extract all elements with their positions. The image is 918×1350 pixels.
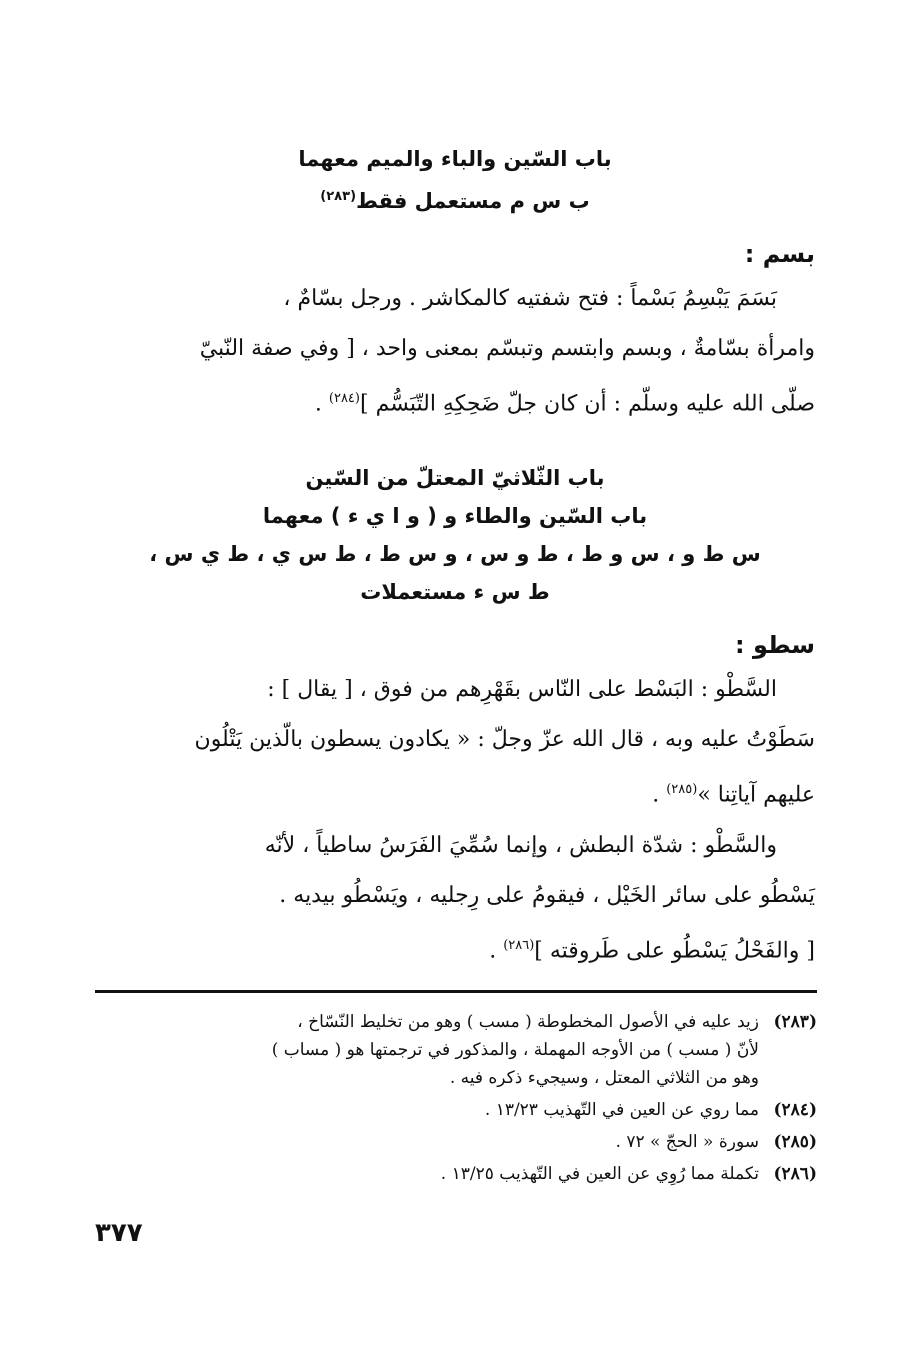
footnote-text — [95, 1008, 759, 1092]
footnote-line: تكملة مما رُوِي عن العين في التّهذيب ١٣/٢٥ . — [440, 1164, 759, 1184]
footnote-line: زيد عليه في الأصول المخطوطة ( مسب ) وهو من تخليط النّسّاخ ، — [297, 1012, 759, 1032]
paragraph-satw-2 — [95, 821, 815, 976]
footnote-text — [95, 1096, 759, 1124]
paragraph-line — [95, 374, 815, 429]
chapter-heading — [95, 140, 815, 178]
paragraph-line: وامرأة بسّامةٌ ، وبسم وابتسم وتبسّم بمعنى واحد ، [ وفي صفة النّبيّ — [199, 336, 815, 361]
roots-list-line-1: س ط و ، س و ط ، ط و س ، و س ط ، ط س ي ، ط ي س ، — [149, 542, 761, 567]
paragraph-line: السَّطْو : البَسْط على النّاس بقَهْرِهم من فوق ، [ يقال ] : — [267, 677, 777, 703]
footnotes — [95, 1008, 817, 1192]
paragraph-text: [ والفَحْلُ يَسْطُو على طَروقته ] — [534, 937, 815, 963]
paragraph-satw-1 — [95, 665, 815, 820]
footnote-number: (٢٨٦) — [773, 1164, 817, 1184]
footnote-text — [95, 1160, 759, 1188]
paragraph-end: . — [489, 937, 504, 963]
paragraph-line: والسَّطْو : شدّة البطش ، وإنما سُمِّيَ الفَرَسُ ساطياً ، لأنّه — [264, 832, 777, 858]
entry-heading-satw: سطو : — [735, 631, 815, 660]
roots-list-line-2: ط س ء مستعملات — [360, 580, 550, 605]
footnote-divider — [95, 990, 817, 993]
footnote-286 — [95, 1160, 817, 1188]
paragraph-bsm — [95, 274, 815, 429]
footnote-line: مما روي عن العين في التّهذيب ١٣/٢٣ . — [484, 1100, 759, 1120]
chapter-heading-2: باب الثّلاثيّ المعتلّ من السّين — [305, 466, 605, 491]
page-number: ٣٧٧ — [95, 1218, 143, 1248]
entry-heading-bsm: بسم : — [744, 240, 815, 268]
footnote-285 — [95, 1128, 817, 1156]
footnote-number: (٢٨٣) — [773, 1012, 817, 1032]
chapter-subheading-text: ب س م مستعمل فقط — [356, 189, 590, 213]
footnote-number: (٢٨٤) — [773, 1100, 817, 1120]
main-text — [95, 140, 815, 976]
footnote-text — [95, 1128, 759, 1156]
footnote-ref-286: (٢٨٦) — [503, 937, 535, 953]
paragraph-text: عليهم آياتِنا » — [697, 782, 815, 808]
footnote-ref-283: (٢٨٣) — [320, 189, 357, 204]
footnote-ref-285: (٢٨٥) — [666, 782, 698, 798]
footnote-line: لأنّ ( مسب ) من الأوجه المهملة ، والمذكور في ترجمتها هو ( مساب ) — [271, 1040, 759, 1060]
footnote-line: سورة « الحجّ » ٧٢ . — [615, 1132, 759, 1152]
chapter-subheading — [95, 178, 815, 220]
paragraph-line — [95, 765, 815, 820]
footnote-283 — [95, 1008, 817, 1092]
chapter-heading-line-1: باب السّين والباء والميم معهما — [298, 147, 612, 171]
paragraph-line: سَطَوْتُ عليه وبه ، قال الله عزّ وجلّ : « يكادون يسطون بالّذين يَتْلُون — [194, 727, 815, 753]
footnote-line: وهو من الثلاثي المعتل ، وسيجيء ذكره فيه . — [449, 1068, 759, 1088]
chapter-heading-2-sub: باب السّين والطاء و ( و ا ي ء ) معهما — [262, 504, 648, 529]
paragraph-text: صلّى الله عليه وسلّم : أن كان جلّ ضَحِكِهِ التّبَسُّم ] — [360, 391, 815, 417]
footnote-284 — [95, 1096, 817, 1124]
footnote-ref-284: (٢٨٤) — [328, 391, 360, 406]
paragraph-end: . — [652, 782, 667, 808]
paragraph-line — [95, 921, 815, 976]
paragraph-end: . — [314, 391, 329, 417]
paragraph-line: بَسَمَ يَبْسِمُ بَسْماً : فتح شفتيه كالمكاشر . ورجل بسّامٌ ، — [283, 286, 777, 311]
paragraph-line: يَسْطُو على سائر الخَيْل ، فيقومُ على رِجليه ، ويَسْطُو بيديه . — [279, 882, 815, 908]
footnote-number: (٢٨٥) — [773, 1132, 817, 1152]
